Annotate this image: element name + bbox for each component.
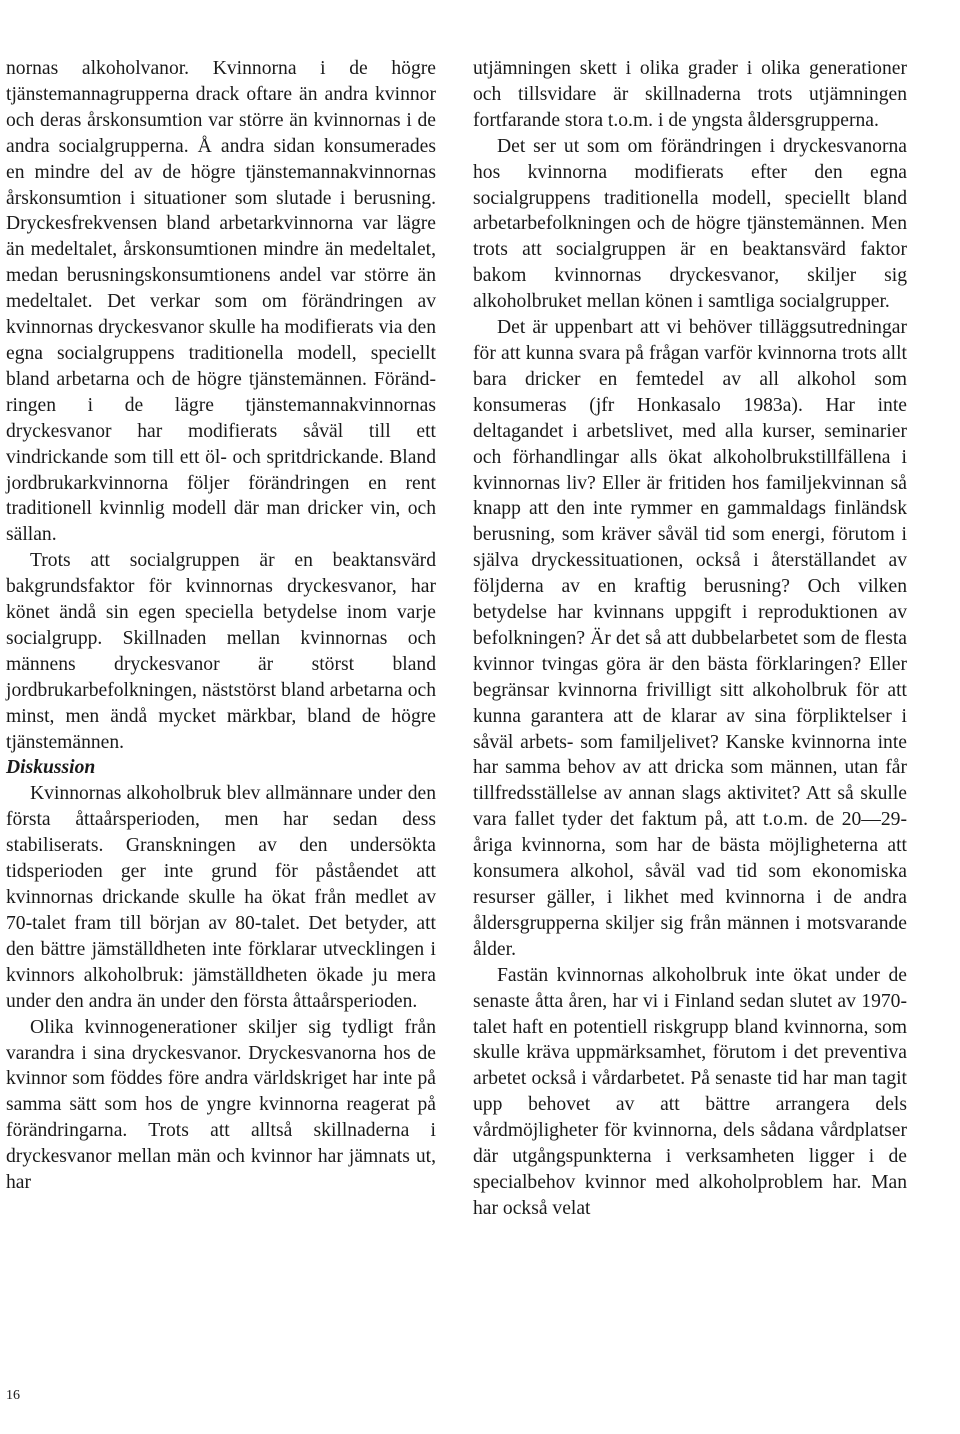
left-paragraph-4: Olika kvinnogenerationer skiljer sig tydligt från varandra i sina dryckesvanor. Dryckesvanorna hos de kvinnor som föddes före andra världskriget har inte på samma sätt som hos de yngre kvinnorna reagerat på förändringarna. Trots att alltså skillnaderna i dryckesvanor mellan män och kvinnor har jämnats ut, har [6,1016,436,1194]
left-paragraph-2: Trots att socialgruppen är en beaktansvärd bakgrundsfaktor för kvinnornas dryckesvanor, har könet ändå sin egen speciella betydelse inom varje socialgrupp. Skillnaden mellan kvinnornas och männens dryckesvanor är störst bland jordbrukarbefolkningen, näststörst bland arbetarna och minst, men ändå mycket märkbar, bland de högre tjänstemännen. [6,550,436,753]
left-paragraph-1: nornas alkoholvanor. Kvinnorna i de högre tjänstemannagrupperna drack oftare än andra kvinnor och deras årskonsumtion var större än kvinnornas i de andra socialgrupperna. Å andra sidan konsumerades en mindre del av de högre tjänstemannakvinnornas årskonsumtion i situationer som slutade i berusning. Dryckesfrekvensen bland arbetarkvinnorna var lägre än medeltalet, årskonsumtionen mindre än medeltalet, medan berusningskonsumtionens andel var större än medeltalet. Det verkar som om förändringen av kvinnornas dryckesvanor skulle ha modifierats via den egna socialgruppens traditionella modell, speciellt bland arbetarna och de högre tjänstemännen. Förändringen i de lägre tjänstemannakvinnornas dryckesvanor har modifierats såväl till ett vindrickande som till ett öl- och spritdrickande. Bland jordbrukarkvinnorna följer förändringen en rent traditionell kvinnlig modell där man dricker vin, och sällan. [6,58,436,546]
page-number: 16 [6,1388,20,1403]
section-heading-diskussion: Diskussion [6,757,96,779]
right-paragraph-3: Det är uppenbart att vi behöver tilläggsutredningar för att kunna svara på frågan varför kvinnorna trots allt bara dricker en femtedel av all alkohol som konsumeras (jfr Honkasalo 1983a). Har inte deltagandet i arbetslivet, med alla kurser, seminarier och förhandlingar alls ökat alkoholbrukstillfällena i kvinnornas liv? Eller är fritiden hos familjekvinnan så knapp att den inte rymmer en gammaldags finländsk berusning, som kräver såväl tid som energi, förutom i själva dryckessituationen, också i återställandet av följderna av en kraftig berusning? Och vilken betydelse har kvinnans uppgift i reproduktionen av befolkningen? Är det så att dubbelarbetet som de flesta kvinnor tvingas göra är den bästa förklaringen? Eller begränsar kvinnorna frivilligt sitt alkoholbruk för att kunna garantera att de klarar av sina förpliktelser i såväl arbets- som familjelivet? Kanske kvinnorna inte har samma behov av att dricka som männen, utan får tillfredsställelse av annan slags aktivitet? Att så skulle vara fallet tyder det faktum på, att t.o.m. de 20—29-åriga kvinnorna, som har de bästa möjligheterna att konsumera alkohol, såväl vad tid som ekonomiska resurser gäller, i likhet med kvinnorna i de andra åldersgrupperna skiljer sig från männen i motsvarande ålder. [473,317,907,960]
right-paragraph-1: utjämningen skett i olika grader i olika generationer och tillsvidare är skillnaderna trots utjämningen fortfarande stora t.o.m. i de yngsta åldersgrupperna. [473,58,907,131]
left-column [6,56,436,1196]
right-paragraph-4: Fastän kvinnornas alkoholbruk inte ökat under de senaste åtta åren, har vi i Finland sedan slutet av 1970-talet haft en potentiell riskgrupp bland kvinnorna, som skulle kräva uppmärksamhet, förutom i det preventiva arbetet också i vårdarbetet. På senaste tid har man tagit upp behovet av att bättre arrangera dels vårdmöjligheter för kvinnorna, dels sådana vårdplatser där utgångspunkterna i verksamheten ligger i de specialbehov kvinnor med alkoholproblem har. Man har också velat [473,964,907,1219]
right-paragraph-2: Det ser ut som om förändringen i dryckesvanorna hos kvinnorna modifierats efter den egna socialgruppens traditionella modell, speciellt bland arbetarbefolkningen och de högre tjänstemännen. Men trots att socialgruppen är en beaktansvärd faktor bakom kvinnornas dryckesvanor, skiljer sig alkoholbruket mellan könen i samtliga socialgrupper. [473,135,907,313]
right-column [473,56,907,1222]
left-paragraph-3: Kvinnornas alkoholbruk blev allmännare under den första åttaårsperioden, men har sedan dess stabiliserats. Granskningen av den undersökta tidsperioden ger inte grund för påståendet att kvinnornas drickande skulle ha ökat från medlet av 70-talet fram till början av 80-talet. Det betyder, att den bättre jämställdheten inte förklarar utvecklingen i kvinnors alkoholbruk: jämställdheten ökade ju mera under den andra än under den första åttaårsperioden. [6,783,436,1012]
